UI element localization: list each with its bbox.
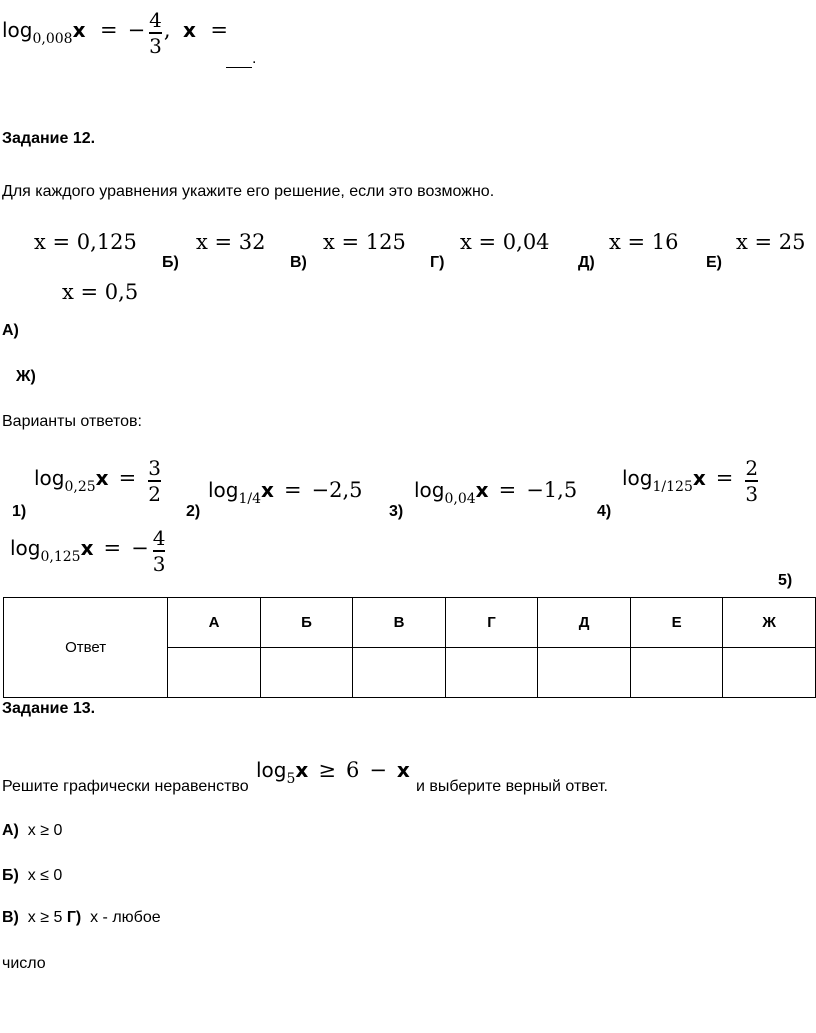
variable: x [183,17,196,42]
answer-cell-b[interactable] [260,648,353,698]
solution-eq-zh: x = 0,5 [62,280,139,304]
task13-prefix: Решите графически неравенство [2,778,249,795]
solution-eq-e: x = 25 [736,230,806,254]
choice-b[interactable]: Б) x ≤ 0 [2,867,63,884]
option-5-label: 5) [778,572,793,589]
option-5-base: 0,125 [40,548,81,565]
solution-eq-v: x = 125 [323,230,406,254]
variable: x [72,17,86,42]
option-3-label: 3) [389,503,404,520]
column-header-d: Д [538,598,631,648]
solution-label-e: Е) [706,254,722,271]
answer-row-label: Ответ [4,598,168,698]
solution-label-v: В) [290,254,307,271]
task13-suffix: и выберите верный ответ. [416,778,608,795]
option-4-fraction: $\frac{2}{3}$ [745,456,759,506]
option-3-equation: log0,04x = −1,5 [414,478,578,507]
fraction: $\frac{4}{3}$ [149,8,162,58]
answer-table [3,597,816,698]
equals-sign: = [210,17,229,42]
solution-label-g: Г) [430,254,445,271]
log-symbol: log [2,17,33,42]
option-3-base: 0,04 [444,491,476,507]
answer-blank[interactable]: . [226,50,256,68]
task13-heading: Задание 13. [2,700,96,717]
option-2-rhs: −2,5 [311,478,363,502]
column-header-b: Б [260,598,353,648]
solution-label-zh: Ж) [16,368,36,385]
option-2-base: 1/4 [238,491,262,507]
column-header-g: Г [445,598,537,648]
option-1-base: 0,25 [64,478,96,495]
column-header-zh: Ж [723,598,816,648]
answer-cell-e[interactable] [630,648,723,698]
solution-eq-b: x = 32 [196,230,266,254]
option-5-equation: log0,125x = − $\frac{4}{3}$ [10,526,166,576]
solution-eq-d: x = 16 [609,230,679,254]
option-1-fraction: $\frac{3}{2}$ [148,456,161,506]
task12-instruction: Для каждого уравнения укажите его решение, если это возможно. [2,183,495,200]
option-3-rhs: −1,5 [526,478,578,502]
option-4-equation: log1/125x = $\frac{2}{3}$ [622,456,759,506]
answer-cell-a[interactable] [168,648,261,698]
solution-eq-a: x = 0,125 [34,230,137,254]
option-4-label: 4) [597,503,612,520]
minus-sign: − [127,17,146,42]
option-2-label: 2) [186,503,201,520]
choice-v-g[interactable]: В) x ≥ 5 Г) x - любое [2,909,161,926]
answer-cell-g[interactable] [445,648,537,698]
inequality: log5x ≥ 6 − x [256,758,410,787]
task12-heading: Задание 12. [2,130,96,147]
option-5-fraction: $\frac{4}{3}$ [152,526,166,576]
answer-cell-d[interactable] [538,648,631,698]
answer-cell-v[interactable] [353,648,446,698]
column-header-a: А [168,598,261,648]
column-header-v: В [353,598,446,648]
top-equation: log0,008x = − $\frac{4}{3}$ , x = [2,8,229,58]
solution-label-d: Д) [578,254,595,271]
inequality-base: 5 [286,771,296,787]
equals-sign: = [99,17,118,42]
answer-cell-zh[interactable] [723,648,816,698]
option-1-label: 1) [12,503,27,520]
choice-tail: число [2,955,46,972]
column-header-e: Е [630,598,723,648]
option-1-equation: log0,25x = $\frac{3}{2}$ [34,456,161,506]
option-2-equation: log1/4x = −2,5 [208,478,363,507]
solution-label-a: А) [2,322,19,339]
options-title: Варианты ответов: [2,413,142,430]
log-base: 0,008 [32,30,73,47]
option-4-base: 1/125 [652,478,693,495]
solution-eq-g: x = 0,04 [460,230,550,254]
choice-a[interactable]: А) x ≥ 0 [2,822,63,839]
solution-label-b: Б) [162,254,179,271]
